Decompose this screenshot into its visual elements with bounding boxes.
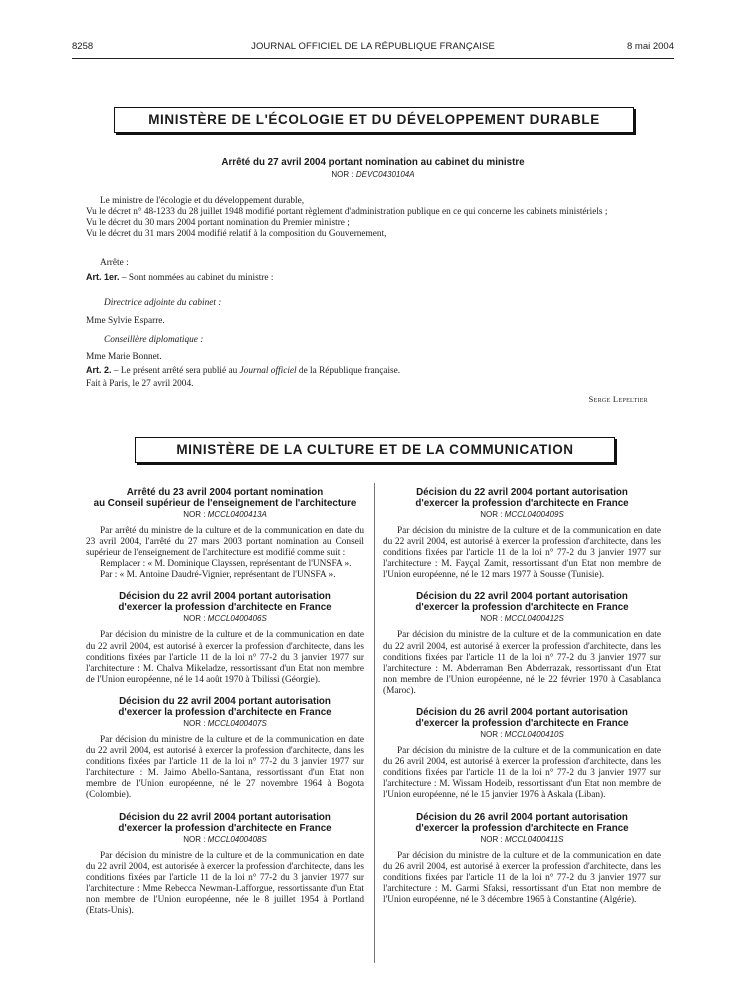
- preamble-line: Vu le décret du 30 mars 2004 portant nomination du Premier ministre ;: [86, 218, 350, 229]
- entry-title: Décision du 26 avril 2004 portant autorisation: [416, 707, 628, 719]
- entry-title: d'exercer la profession d'architecte en France: [118, 822, 332, 834]
- nor-code: MCCL0400407S: [207, 718, 267, 728]
- entry-nor: [86, 509, 364, 520]
- entry-title: Décision du 26 avril 2004 portant autorisation: [416, 811, 628, 823]
- decree-title: Arrêté du 27 avril 2004 portant nomination au cabinet du ministre: [221, 157, 525, 168]
- entry-body: Remplacer : « M. Dominique Clayssen, représentant de l'UNSFA ».: [100, 559, 352, 570]
- nor-code: MCCL0400410S: [504, 730, 564, 740]
- nor-reference: [72, 169, 674, 180]
- decree-entry: [383, 707, 661, 801]
- nor-label: NOR :: [183, 614, 206, 624]
- entry-nor: [86, 834, 364, 845]
- entry-body: Par décision du ministre de la culture et de la communication en date du 22 avril 2004, est autorisé à exercer la profession d'architecte, dans les conditions fixées par l'article 11 de la loi n° 77-2 du 3 janvier 1977 sur l'architecture : M. Abderraman Ben Abderrazak, ressortissant d'un Etat non membre de l'Union européenne, né le 22 février 1970 à Casablanca (Maroc).: [383, 630, 661, 696]
- entry-nor: [383, 613, 661, 624]
- entry-nor: [86, 718, 364, 729]
- entry-title: au Conseil supérieur de l'enseignement de l'architecture: [93, 498, 357, 509]
- entry-body: Par arrêté du ministre de la culture et de la communication en date du 23 avril 2004, l'arrêté du 27 mars 2003 portant nomination au Conseil supérieur de l'enseignement de l'architecture est modifié comme suit :: [86, 526, 364, 559]
- decree-entry: [383, 487, 661, 581]
- entry-title: d'exercer la profession d'architecte en France: [415, 822, 629, 834]
- decree-preamble: [86, 196, 674, 240]
- entry-title: Décision du 22 avril 2004 portant autorisation: [119, 811, 331, 823]
- decree-entry: [86, 812, 364, 918]
- decree-entry: [383, 591, 661, 697]
- nor-label: NOR :: [480, 730, 503, 740]
- issue-date: 8 mai 2004: [626, 41, 674, 52]
- nor-code: MCCL0400413A: [207, 510, 267, 519]
- entry-body: Par : « M. Antoine Daudré-Vignier, représentant de l'UNSFA ».: [100, 570, 336, 581]
- nor-label: NOR :: [183, 834, 206, 844]
- decree-entry: [86, 591, 364, 685]
- article-1: [86, 272, 674, 284]
- running-head: [72, 41, 674, 55]
- entry-nor: [383, 509, 661, 520]
- journal-title: JOURNAL OFFICIEL DE LA RÉPUBLIQUE FRANÇAISE: [251, 41, 495, 52]
- header-rule: [72, 58, 674, 59]
- nor-code: MCCL0400412S: [504, 614, 564, 624]
- nor-label: NOR :: [183, 510, 206, 519]
- nor-code: MCCL0400406S: [207, 614, 267, 624]
- entry-title: Décision du 22 avril 2004 portant autorisation: [416, 487, 628, 498]
- journal-officiel-ref: Journal officiel: [239, 366, 297, 376]
- role-conseillere: Conseillère diplomatique :: [104, 335, 204, 345]
- nor-label: NOR :: [480, 510, 503, 519]
- article-2-label: Art. 2.: [86, 365, 112, 375]
- article-1-text: – Sont nommées au cabinet du ministre :: [119, 273, 274, 283]
- entry-body: Par décision du ministre de la culture et de la communication en date du 26 avril 2004, est autorisé à exercer la profession d'architecte, dans les conditions fixées par l'article 11 de la loi n° 77-2 du 3 janvier 1977 sur l'architecture : M. Garmi Sfaksi, ressortissant d'un Etat non membre de l'Union européenne, né le 3 décembre 1965 à Constantine (Algérie).: [383, 850, 661, 905]
- arrete-label: Arrête :: [100, 258, 129, 268]
- entry-title: d'exercer la profession d'architecte en France: [415, 718, 629, 730]
- article-2: [86, 365, 674, 377]
- left-column: [86, 487, 364, 917]
- entry-title: d'exercer la profession d'architecte en France: [415, 498, 629, 509]
- entry-body: Par décision du ministre de la culture et de la communication en date du 22 avril 2004, est autorisé à exercer la profession d'architecte, dans les conditions fixées par l'article 11 de la loi n° 77-2 du 3 janvier 1977 sur l'architecture : M. Chalva Mikeladze, ressortissant d'un Etat non membre de l'Union européenne, né le 14 août 1970 à Tbilissi (Géorgie).: [86, 630, 364, 685]
- right-column: [383, 487, 661, 906]
- entry-body: Par décision du ministre de la culture et de la communication en date du 22 avril 2004, est autorisée à exercer la profession d'architecte, dans les conditions fixées par l'article 11 de la loi n° 77-2 du 3 janvier 1977 sur l'architecture : Mme Rebecca Newman-Lafforgue, ressortissante d'un Etat non membre de l'Union européenne, née le 8 juillet 1954 à Portland (Etats-Unis).: [86, 850, 364, 916]
- entry-title: d'exercer la profession d'architecte en France: [415, 602, 629, 614]
- page-number: 8258: [72, 41, 94, 52]
- entry-title: Arrêté du 23 avril 2004 portant nomination: [126, 487, 324, 498]
- role-directrice: Directrice adjointe du cabinet :: [104, 298, 222, 308]
- entry-title: Décision du 22 avril 2004 portant autorisation: [119, 591, 331, 603]
- nor-code: DEVC0430104A: [355, 170, 415, 179]
- nor-label: NOR :: [480, 614, 503, 624]
- article-2-text-end: de la République française.: [296, 366, 401, 376]
- entry-title: d'exercer la profession d'architecte en France: [118, 602, 332, 614]
- ministry-heading-ecologie: MINISTÈRE DE L'ÉCOLOGIE ET DU DÉVELOPPEMENT DURABLE: [114, 107, 634, 133]
- signature: Serge Lepeltier: [588, 394, 648, 404]
- preamble-line: Le ministre de l'écologie et du développement durable,: [100, 196, 305, 206]
- decree-entry: [383, 812, 661, 906]
- nor-label: NOR :: [331, 170, 354, 179]
- entry-nor: [86, 613, 364, 624]
- entry-title: Décision du 22 avril 2004 portant autorisation: [119, 695, 331, 707]
- nor-code: MCCL0400411S: [504, 834, 564, 844]
- entry-body: Par décision du ministre de la culture et de la communication en date du 22 avril 2004, est autorisé à exercer la profession d'architecte, dans les conditions fixées par l'article 11 de la loi n° 77-2 du 3 janvier 1977 sur l'architecture : M. Jaimo Abello-Santana, ressortissant d'un Etat non membre de l'Union européenne, né le 27 novembre 1964 à Bogota (Colombie).: [86, 734, 364, 801]
- nor-code: MCCL0400408S: [207, 834, 267, 844]
- decree-entry: [86, 487, 364, 581]
- decree-entry: [86, 696, 364, 802]
- fait-a-paris: Fait à Paris, le 27 avril 2004.: [86, 379, 194, 389]
- entry-nor: [383, 834, 661, 845]
- entry-body: Par décision du ministre de la culture et de la communication en date du 26 avril 2004, est autorisé à exercer la profession d'architecte, dans les conditions fixées par l'article 11 de la loi n° 77-2 du 3 janvier 1977 sur l'architecture : M. Wissam Hodeib, ressortissant d'un Etat non membre de l'Union européenne, né le 15 janvier 1976 à Askala (Liban).: [383, 746, 661, 801]
- nor-code: MCCL0400409S: [504, 510, 564, 519]
- nor-label: NOR :: [480, 834, 503, 844]
- article-2-text: – Le présent arrêté sera publié au: [111, 366, 240, 376]
- preamble-line: Vu le décret du 31 mars 2004 modifié relatif à la composition du Gouvernement,: [86, 229, 387, 240]
- entry-body: Par décision du ministre de la culture et de la communication en date du 22 avril 2004, est autorisé à exercer la profession d'architecte, dans les conditions fixées par l'article 11 de la loi n° 77-2 du 3 janvier 1977 sur l'architecture : M. Fayçal Zamit, ressortissant d'un Etat non membre de l'Union européenne, né le 12 mars 1977 à Sousse (Tunisie).: [383, 526, 661, 581]
- nor-label: NOR :: [183, 718, 206, 728]
- ministry-heading-culture: MINISTÈRE DE LA CULTURE ET DE LA COMMUNICATION: [135, 437, 615, 463]
- entry-title: d'exercer la profession d'architecte en France: [118, 706, 332, 718]
- person-bonnet: Mme Marie Bonnet.: [86, 352, 162, 362]
- entry-title: Décision du 22 avril 2004 portant autorisation: [416, 591, 628, 603]
- preamble-line: Vu le décret n° 48-1233 du 28 juillet 1948 modifié portant règlement d'administration publique en ce qui concerne les cabinets ministériels ;: [86, 207, 608, 218]
- person-esparre: Mme Sylvie Esparre.: [86, 316, 165, 326]
- article-1-label: Art. 1er.: [86, 272, 120, 282]
- column-rule: [374, 483, 375, 963]
- entry-nor: [383, 729, 661, 740]
